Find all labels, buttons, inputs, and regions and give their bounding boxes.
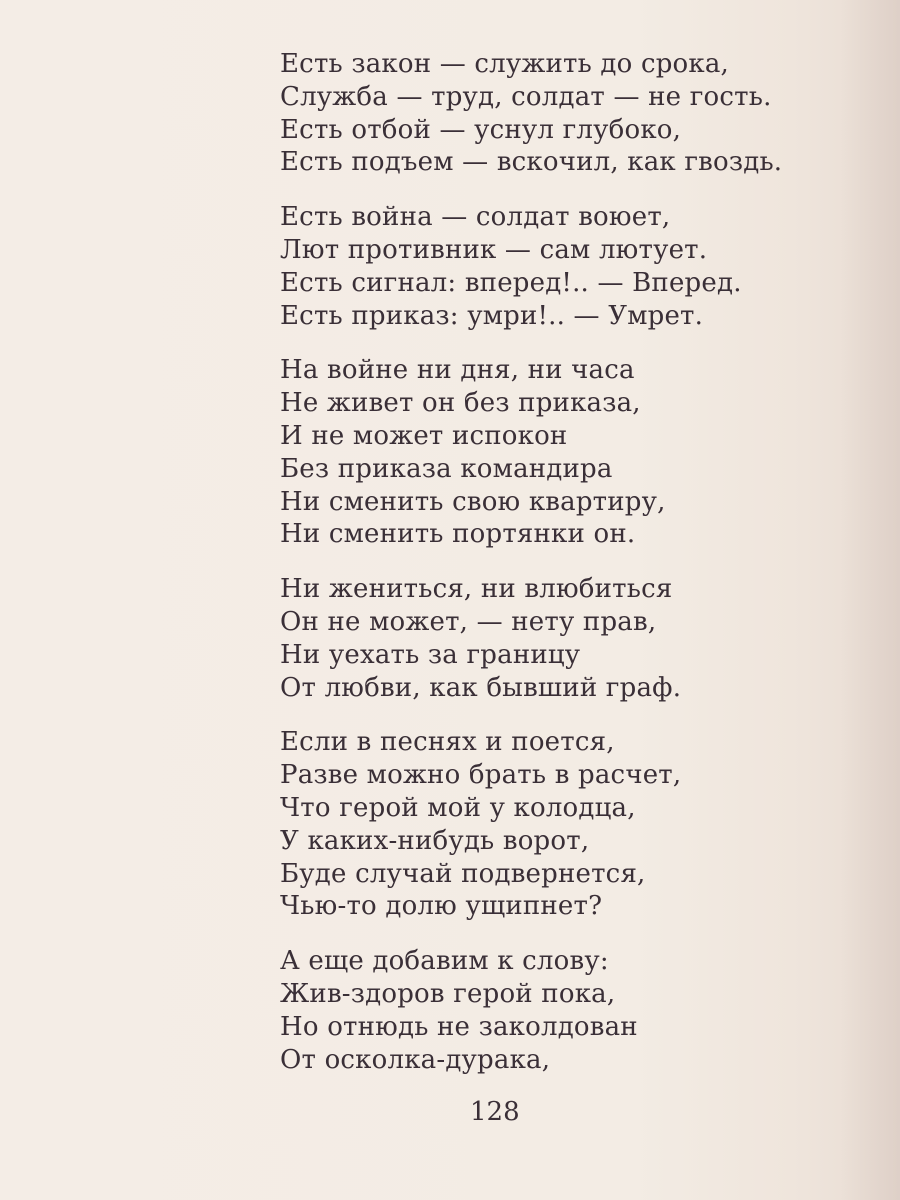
poem-line: Есть подъем — вскочил, как гвоздь. [280, 147, 783, 178]
stanza-1 [280, 48, 900, 179]
poem-line: От осколка-дурака, [280, 1044, 551, 1075]
poem-line: От любви, как бывший граф. [280, 672, 682, 703]
poem-text [280, 48, 900, 1098]
poem-line: На войне ни дня, ни часа [280, 355, 635, 386]
poem-line: Ни уехать за границу [280, 639, 581, 670]
poem-line: Но отнюдь не заколдован [280, 1011, 638, 1042]
poem-line: Ни сменить свою квартиру, [280, 486, 666, 517]
poem-line: Ни сменить портянки он. [280, 519, 636, 550]
poem-line: Не живет он без приказа, [280, 388, 641, 419]
poem-line: Лют противник — сам лютует. [280, 234, 708, 265]
poem-line: Есть война — солдат воюет, [280, 202, 671, 233]
poem-line: Без приказа командира [280, 453, 613, 484]
poem-line: Есть приказ: умри!.. — Умрет. [280, 300, 704, 331]
poem-line: Есть сигнал: вперед!.. — Вперед. [280, 267, 742, 298]
stanza-4 [280, 573, 900, 704]
page-number: 128 [470, 1097, 520, 1127]
poem-line: Жив-здоров герой пока, [280, 978, 616, 1009]
stanza-2 [280, 201, 900, 332]
poem-line: А еще добавим к слову: [280, 946, 609, 977]
poem-line: Есть отбой — уснул глубоко, [280, 114, 682, 145]
poem-line: У каких-нибудь ворот, [280, 825, 590, 856]
poem-line: Разве можно брать в расчет, [280, 760, 682, 791]
poem-line: И не может испокон [280, 420, 568, 451]
poem-line: Ни жениться, ни влюбиться [280, 574, 673, 605]
poem-line: Есть закон — служить до срока, [280, 49, 730, 79]
poem-line: Чью-то долю ущипнет? [280, 891, 603, 922]
stanza-5 [280, 726, 900, 923]
stanza-6 [280, 945, 900, 1076]
poem-line: Буде случай подвернется, [280, 858, 646, 889]
poem-line: Что герой мой у колодца, [280, 792, 636, 823]
poem-line: Служба — труд, солдат — не гость. [280, 81, 772, 112]
poem-line: Если в песнях и поется, [280, 727, 615, 758]
stanza-3 [280, 354, 900, 551]
poem-line: Он не может, — нету прав, [280, 606, 657, 637]
